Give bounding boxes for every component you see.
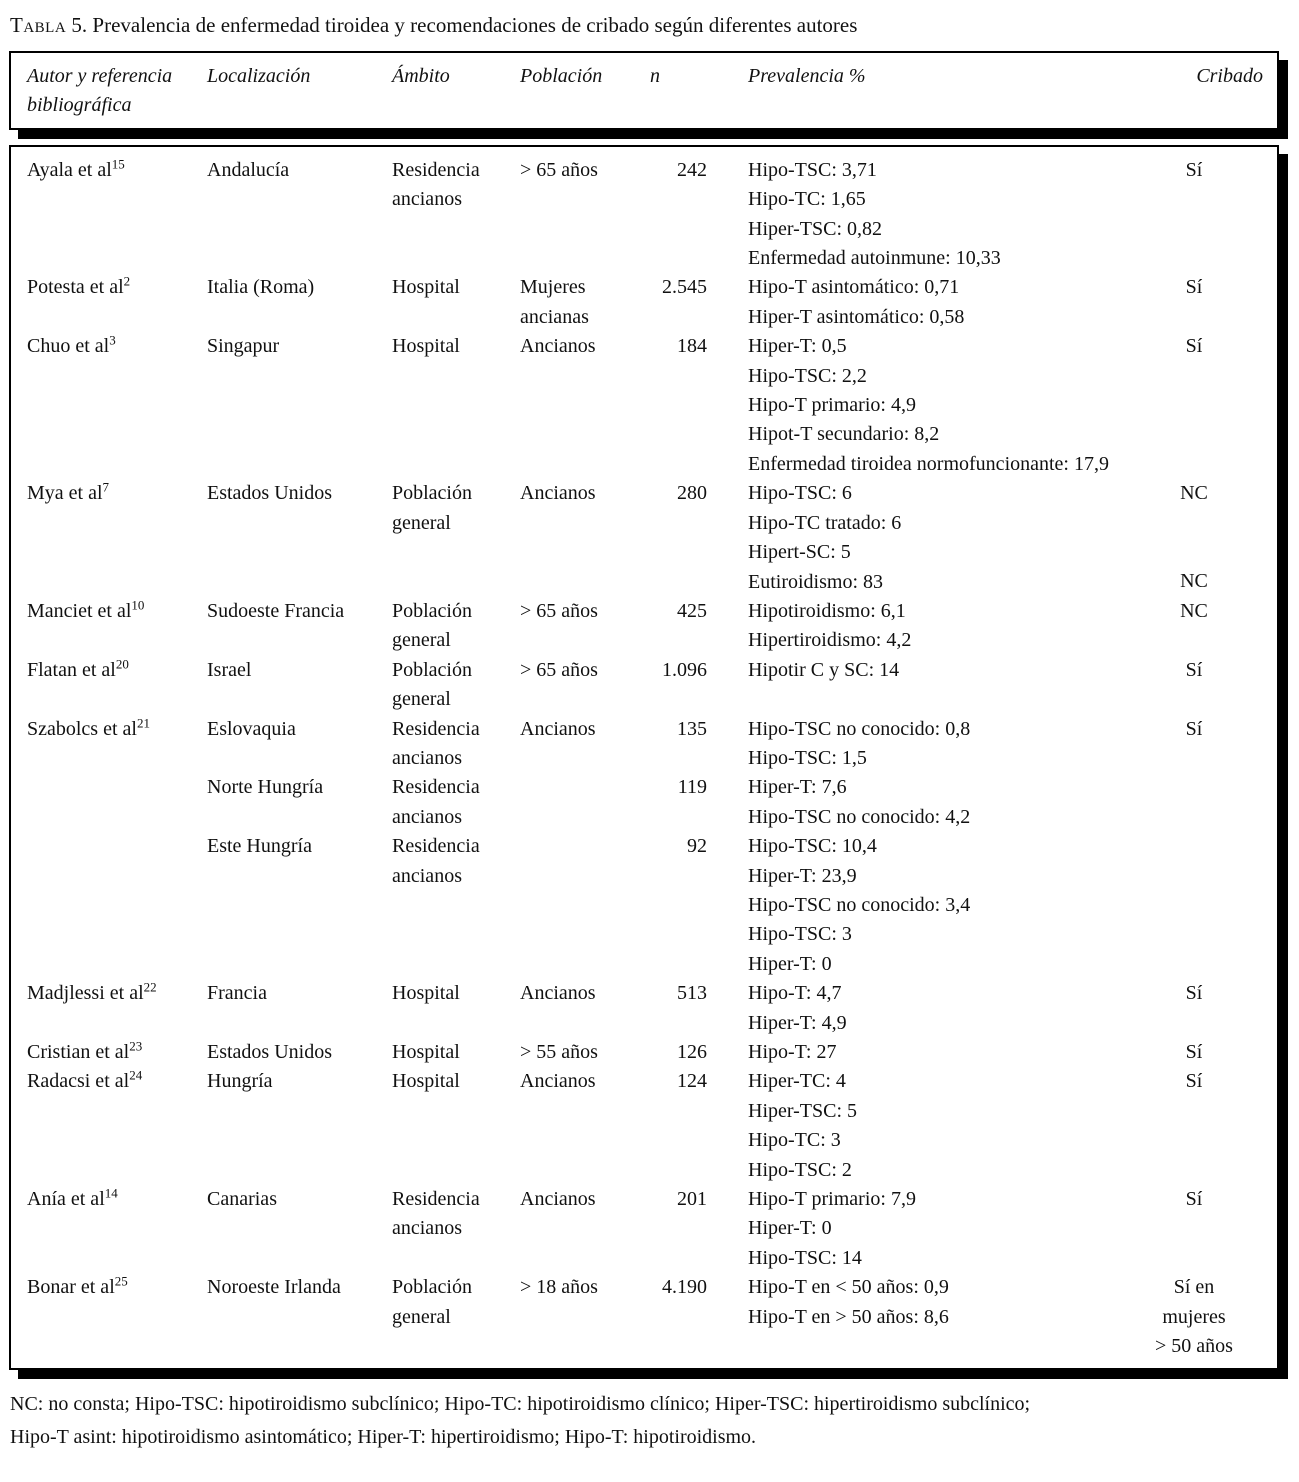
cell-line: Noroeste Irlanda: [207, 1276, 341, 1299]
cell-line: Hospital: [392, 276, 460, 299]
cell-line: Sí: [1185, 1188, 1203, 1211]
author-name: Ayala et al: [27, 158, 112, 181]
cell-autor: [27, 715, 207, 744]
cell-prevalencia: [707, 156, 1119, 274]
cell-line: Hiper-T: 4,9: [748, 1011, 847, 1034]
cell-line: Población: [392, 482, 472, 505]
cell-ambito: [392, 479, 520, 538]
author-name: Anía et al: [27, 1188, 105, 1211]
cell-poblacion: [520, 479, 650, 508]
cell-line: 135: [677, 717, 707, 740]
cell-line: Sí: [1185, 158, 1203, 181]
cell-n: [650, 479, 707, 508]
cell-cribado: [1119, 979, 1269, 1008]
cell-line: Israel: [207, 658, 252, 681]
cell-line: 1.096: [662, 658, 707, 681]
cell-n: [650, 332, 707, 361]
cell-n: [650, 832, 707, 861]
cell-line: > 55 años: [520, 1041, 598, 1063]
cell-line: 2.545: [662, 276, 707, 299]
cell-localizacion: [207, 1185, 392, 1214]
table-row: [27, 979, 1269, 1038]
title-rest: 5. Prevalencia de enfermedad tiroidea y recomendaciones de cribado según diferentes autores: [66, 13, 858, 37]
cell-line: Este Hungría: [207, 835, 312, 858]
cell-cribado: [1119, 479, 1269, 597]
header-autor: Autor y referencia bibliográfica: [27, 65, 173, 117]
cell-line: Residencia: [392, 1188, 480, 1211]
table-row: [27, 832, 1269, 979]
cell-cribado: [1119, 597, 1269, 626]
cell-ambito: [392, 1185, 520, 1244]
cell-line: Hipo-TSC no conocido: 3,4: [748, 893, 971, 916]
author-name: Bonar et al: [27, 1276, 115, 1299]
cell-line: [1119, 509, 1269, 538]
cell-line: Hipo-T primario: 4,9: [748, 394, 916, 417]
header-row: [27, 62, 1269, 121]
cell-localizacion: [207, 715, 392, 744]
cell-localizacion: [207, 979, 392, 1008]
cell-line: Ancianos: [520, 482, 596, 505]
cell-prevalencia: [707, 773, 1119, 832]
header-localizacion: Localización: [207, 65, 311, 87]
cell-poblacion: [520, 715, 650, 744]
author-name: Mya et al: [27, 482, 103, 505]
cell-line: Sí: [1185, 982, 1203, 1005]
cell-poblacion: [520, 979, 650, 1008]
cell-line: Hiper-T: 7,6: [748, 776, 847, 799]
cell-line: Hiper-T: 23,9: [748, 864, 857, 887]
cell-line: Hospital: [392, 982, 460, 1005]
cell-cribado: [1119, 1185, 1269, 1214]
cell-ambito: [392, 773, 520, 832]
cell-localizacion: [207, 1038, 392, 1067]
cell-line: Residencia: [392, 158, 480, 181]
cell-line: Ancianos: [520, 982, 596, 1005]
cell-localizacion: [207, 332, 392, 361]
cell-line: Hipo-T asintomático: 0,71: [748, 276, 960, 299]
cell-line: Ancianos: [520, 335, 596, 358]
reference-superscript: 22: [143, 979, 157, 995]
cell-n: [650, 656, 707, 685]
cell-n: [650, 979, 707, 1008]
cell-line: 92: [687, 835, 707, 858]
cell-autor: [27, 479, 207, 508]
cell-line: Hipo-TC tratado: 6: [748, 511, 902, 534]
cell-line: > 50 años: [1155, 1335, 1233, 1358]
cell-poblacion: [520, 1038, 650, 1067]
cell-line: Hipo-TSC: 2: [748, 1158, 852, 1181]
reference-superscript: 21: [136, 714, 150, 730]
cell-line: ancianos: [392, 1217, 462, 1240]
cell-line: 184: [677, 335, 707, 358]
reference-superscript: 14: [104, 1185, 118, 1201]
footnote-line: Hipo-T asint: hipotiroidismo asintomático; Hiper-T: hipertiroidismo; Hipo-T: hipotiroidismo.: [10, 1425, 757, 1448]
cell-line: Hospital: [392, 335, 460, 358]
cell-localizacion: [207, 479, 392, 508]
cell-line: Hipo-T en < 50 años: 0,9: [748, 1276, 949, 1299]
cell-line: Sí: [1185, 1041, 1203, 1063]
author-name: Cristian et al: [27, 1041, 130, 1063]
cell-n: [650, 1185, 707, 1214]
cell-prevalencia: [707, 832, 1119, 979]
cell-line: > 65 años: [520, 158, 598, 181]
cell-prevalencia: [707, 1038, 1119, 1067]
table-row: [27, 273, 1269, 332]
table-row: [27, 332, 1269, 479]
cell-line: ancianos: [392, 188, 462, 211]
author-name: Radacsi et al: [27, 1070, 130, 1093]
footnote: [10, 1388, 1280, 1453]
table-row: [27, 1273, 1269, 1361]
cell-autor: [27, 656, 207, 685]
cell-cribado: [1119, 273, 1269, 302]
cell-line: Hipo-TSC: 2,2: [748, 364, 867, 387]
cell-line: Sí: [1185, 276, 1203, 299]
cell-n: [650, 1038, 707, 1067]
cell-localizacion: [207, 1067, 392, 1096]
cell-n: [650, 273, 707, 302]
cell-line: 425: [677, 599, 707, 622]
cell-line: Canarias: [207, 1188, 277, 1211]
cell-n: [650, 156, 707, 185]
cell-poblacion: [520, 156, 650, 185]
header-n: n: [650, 65, 660, 87]
cell-line: Población: [392, 599, 472, 622]
table-row: [27, 479, 1269, 597]
cell-line: Mujeres: [520, 276, 586, 299]
cell-cribado: [1119, 1038, 1269, 1067]
cell-line: ancianos: [392, 805, 462, 828]
cell-line: ancianas: [520, 305, 589, 328]
cell-poblacion: [520, 597, 650, 626]
cell-ambito: [392, 156, 520, 215]
header-prevalencia: Prevalencia %: [748, 65, 866, 87]
cell-ambito: [392, 832, 520, 891]
author-name: Szabolcs et al: [27, 717, 137, 740]
cell-line: Sí: [1185, 335, 1203, 358]
cell-line: Sí: [1185, 1070, 1203, 1093]
cell-line: 280: [677, 482, 707, 505]
cell-cribado: [1119, 1273, 1269, 1361]
cell-autor: [27, 597, 207, 626]
cell-poblacion: [520, 656, 650, 685]
cell-line: Eslovaquia: [207, 717, 296, 740]
cell-line: Sí: [1185, 717, 1203, 740]
table-body: [9, 145, 1279, 1371]
cell-line: Francia: [207, 982, 267, 1005]
cell-localizacion: [207, 1273, 392, 1302]
cell-line: 126: [677, 1041, 707, 1063]
header-ambito: Ámbito: [392, 65, 450, 87]
cell-line: 242: [677, 158, 707, 181]
cell-cribado: [1119, 656, 1269, 685]
reference-superscript: 25: [114, 1273, 128, 1289]
cell-line: Hiper-TC: 4: [748, 1070, 846, 1093]
cell-line: Hipo-TSC no conocido: 4,2: [748, 805, 971, 828]
cell-autor: [27, 979, 207, 1008]
cell-prevalencia: [707, 597, 1119, 656]
cell-localizacion: [207, 773, 392, 802]
cell-line: Residencia: [392, 835, 480, 858]
cell-line: Estados Unidos: [207, 1041, 332, 1063]
cell-line: 201: [677, 1188, 707, 1211]
cell-autor: [27, 332, 207, 361]
cell-line: Hipot-T secundario: 8,2: [748, 423, 940, 446]
table-row: [27, 1067, 1269, 1185]
cell-n: [650, 773, 707, 802]
cell-cribado: [1119, 1067, 1269, 1096]
cell-prevalencia: [707, 1185, 1119, 1273]
cell-line: Residencia: [392, 776, 480, 799]
cell-poblacion: [520, 1067, 650, 1096]
header-poblacion: Población: [520, 65, 603, 87]
cell-line: Italia (Roma): [207, 276, 315, 299]
cell-line: Hipo-T: 4,7: [748, 982, 842, 1005]
cell-line: Ancianos: [520, 717, 596, 740]
cell-line: general: [392, 688, 451, 711]
cell-line: Hipo-TSC: 1,5: [748, 746, 867, 769]
cell-line: Sí en: [1173, 1276, 1215, 1299]
cell-n: [650, 597, 707, 626]
reference-superscript: 23: [129, 1038, 143, 1054]
cell-cribado: [1119, 156, 1269, 185]
cell-line: [1119, 538, 1269, 567]
cell-cribado: [1119, 332, 1269, 361]
cell-line: Estados Unidos: [207, 482, 332, 505]
cell-line: Andalucía: [207, 158, 290, 181]
author-name: Manciet et al: [27, 599, 132, 622]
cell-autor: [27, 156, 207, 185]
cell-line: Sudoeste Francia: [207, 599, 345, 622]
cell-line: general: [392, 511, 451, 534]
cell-ambito: [392, 332, 520, 361]
cell-ambito: [392, 1067, 520, 1096]
author-name: Chuo et al: [27, 335, 110, 358]
cell-ambito: [392, 979, 520, 1008]
cell-prevalencia: [707, 332, 1119, 479]
table-row: [27, 597, 1269, 656]
table-row: [27, 1038, 1269, 1067]
cell-localizacion: [207, 832, 392, 861]
cell-line: 124: [677, 1070, 707, 1093]
cell-localizacion: [207, 156, 392, 185]
table-row: [27, 156, 1269, 274]
cell-line: > 18 años: [520, 1276, 598, 1299]
cell-line: Hipo-TC: 1,65: [748, 188, 866, 211]
cell-line: ancianos: [392, 864, 462, 887]
cell-line: Hiper-TSC: 5: [748, 1099, 858, 1122]
reference-superscript: 10: [131, 597, 145, 613]
cell-line: Hipo-TSC: 3,71: [748, 158, 877, 181]
reference-superscript: 2: [123, 273, 131, 289]
cell-prevalencia: [707, 273, 1119, 332]
cell-line: Hipo-TC: 3: [748, 1129, 841, 1152]
cell-autor: [27, 1067, 207, 1096]
cell-line: Hospital: [392, 1041, 460, 1063]
cell-prevalencia: [707, 1067, 1119, 1185]
cell-line: Hospital: [392, 1070, 460, 1093]
cell-line: > 65 años: [520, 658, 598, 681]
cell-line: Eutiroidismo: 83: [748, 570, 883, 593]
table-title: [10, 12, 1299, 38]
cell-poblacion: [520, 1273, 650, 1302]
author-name: Potesta et al: [27, 276, 124, 299]
footnote-line: NC: no consta; Hipo-TSC: hipotiroidismo subclínico; Hipo-TC: hipotiroidismo clínico; Hiper-TSC: hipertiroidismo subclínico;: [10, 1393, 1031, 1416]
cell-poblacion: [520, 273, 650, 332]
reference-superscript: 20: [115, 656, 129, 672]
cell-line: Hipert-SC: 5: [748, 541, 851, 564]
cell-ambito: [392, 1038, 520, 1067]
cell-autor: [27, 273, 207, 302]
author-name: Madjlessi et al: [27, 982, 144, 1005]
cell-line: Hiper-T: 0: [748, 952, 832, 975]
cell-prevalencia: [707, 479, 1119, 597]
cell-line: Enfermedad tiroidea normofuncionante: 17,9: [748, 452, 1109, 475]
cell-line: Población: [392, 1276, 472, 1299]
cell-line: Norte Hungría: [207, 776, 324, 799]
cell-line: Ancianos: [520, 1188, 596, 1211]
cell-line: Hipo-T primario: 7,9: [748, 1188, 916, 1211]
cell-line: Hiper-T asintomático: 0,58: [748, 305, 965, 328]
cell-line: Hipo-TSC: 14: [748, 1246, 862, 1269]
cell-prevalencia: [707, 1273, 1119, 1332]
cell-n: [650, 1067, 707, 1096]
cell-line: Hipo-TSC: 3: [748, 923, 852, 946]
cell-line: Hipo-TSC no conocido: 0,8: [748, 717, 971, 740]
cell-line: Singapur: [207, 335, 280, 358]
cell-line: Hipo-TSC: 10,4: [748, 835, 877, 858]
cell-localizacion: [207, 273, 392, 302]
cell-autor: [27, 1038, 207, 1067]
cell-line: NC: [1180, 570, 1208, 593]
page: [0, 12, 1299, 1482]
cell-autor: [27, 1273, 207, 1302]
cell-line: general: [392, 1305, 451, 1328]
reference-superscript: 24: [129, 1067, 143, 1083]
cell-line: NC: [1180, 599, 1208, 622]
reference-superscript: 7: [102, 479, 110, 495]
cell-prevalencia: [707, 656, 1119, 685]
reference-superscript: 15: [111, 156, 125, 172]
cell-ambito: [392, 273, 520, 302]
cell-localizacion: [207, 597, 392, 626]
cell-line: Población: [392, 658, 472, 681]
cell-line: NC: [1180, 482, 1208, 505]
cell-line: Residencia: [392, 717, 480, 740]
cell-line: Ancianos: [520, 1070, 596, 1093]
cell-line: 4.190: [662, 1276, 707, 1299]
table-row: [27, 773, 1269, 832]
table-row: [27, 1185, 1269, 1273]
cell-ambito: [392, 1273, 520, 1332]
cell-line: 119: [677, 776, 707, 799]
cell-line: Sí: [1185, 658, 1203, 681]
cell-line: Hipotir C y SC: 14: [748, 658, 900, 681]
cell-ambito: [392, 715, 520, 774]
cell-line: ancianos: [392, 746, 462, 769]
cell-line: Hipotiroidismo: 6,1: [748, 599, 906, 622]
cell-prevalencia: [707, 979, 1119, 1038]
table-header-box: [9, 51, 1279, 130]
cell-line: Enfermedad autoinmune: 10,33: [748, 247, 1001, 270]
cell-localizacion: [207, 656, 392, 685]
cell-poblacion: [520, 1185, 650, 1214]
cell-line: Hipertiroidismo: 4,2: [748, 629, 912, 652]
cell-line: Hipo-T en > 50 años: 8,6: [748, 1305, 949, 1328]
cell-line: general: [392, 629, 451, 652]
author-name: Flatan et al: [27, 658, 116, 681]
cell-ambito: [392, 597, 520, 656]
table-row: [27, 656, 1269, 715]
cell-autor: [27, 1185, 207, 1214]
title-caps: Tabla: [10, 13, 67, 37]
cell-line: Hiper-T: 0: [748, 1217, 832, 1240]
cell-line: Hipo-TSC: 6: [748, 482, 852, 505]
cell-cribado: [1119, 715, 1269, 744]
cell-poblacion: [520, 332, 650, 361]
cell-line: mujeres: [1162, 1305, 1226, 1328]
table-row: [27, 715, 1269, 774]
reference-superscript: 3: [109, 332, 116, 348]
cell-line: Hiper-T: 0,5: [748, 335, 847, 358]
cell-ambito: [392, 656, 520, 715]
cell-line: 513: [677, 982, 707, 1005]
cell-line: Hungría: [207, 1070, 273, 1093]
cell-prevalencia: [707, 715, 1119, 774]
cell-line: > 65 años: [520, 599, 598, 622]
header-cribado: Cribado: [1196, 65, 1263, 87]
cell-line: Hiper-TSC: 0,82: [748, 217, 883, 240]
cell-n: [650, 1273, 707, 1302]
cell-n: [650, 715, 707, 744]
cell-line: Hipo-T: 27: [748, 1041, 837, 1063]
